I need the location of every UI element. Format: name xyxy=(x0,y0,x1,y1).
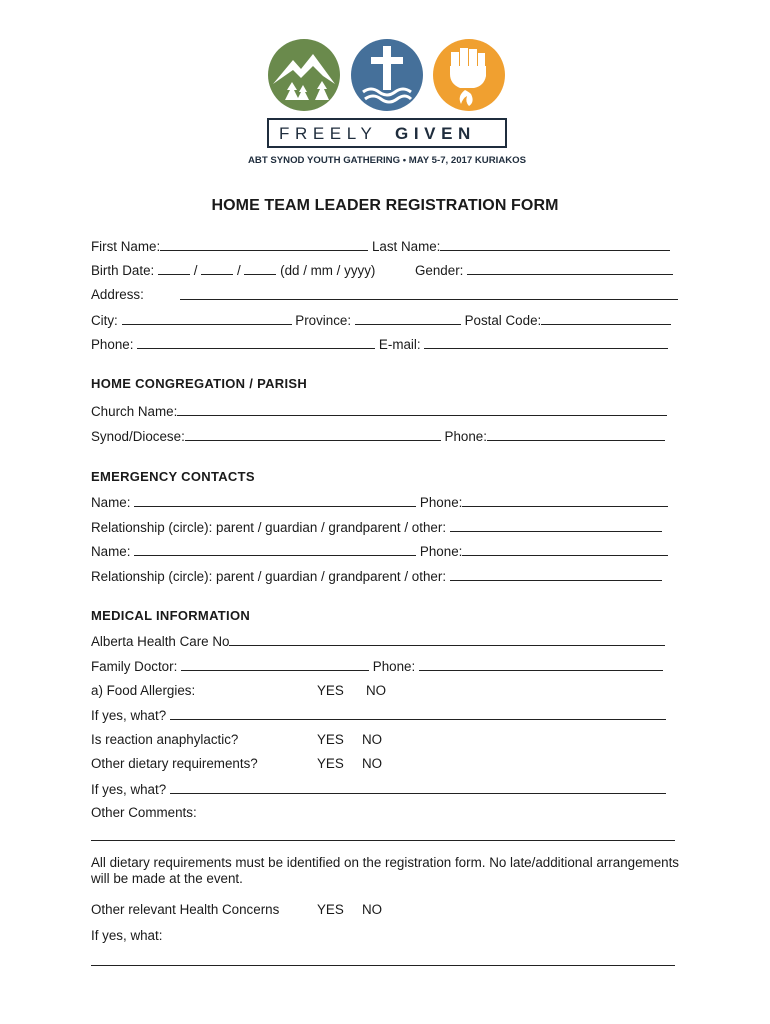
relationship-label: Relationship (circle): parent / guardian / grandparent / other: xyxy=(91,569,447,584)
emergency-phone-label: Phone: xyxy=(419,495,463,510)
family-doctor-row xyxy=(91,658,663,675)
gender-field[interactable] xyxy=(467,262,673,275)
birth-day-field[interactable] xyxy=(158,262,190,275)
health-care-label: Alberta Health Care No xyxy=(91,634,230,649)
phone-field[interactable] xyxy=(137,336,375,349)
health-concerns-no[interactable]: NO xyxy=(362,902,383,917)
dietary-label: Other dietary requirements? xyxy=(91,756,258,771)
province-label: Province: xyxy=(295,313,352,328)
relationship-2-field[interactable] xyxy=(450,568,662,581)
address-row xyxy=(91,287,144,303)
health-concerns-label: Other relevant Health Concerns xyxy=(91,902,280,917)
anaphylactic-no[interactable]: NO xyxy=(362,732,383,747)
food-allergies-yes[interactable]: YES xyxy=(317,683,344,698)
last-name-field[interactable] xyxy=(440,238,670,251)
family-doctor-label: Family Doctor: xyxy=(91,659,178,674)
church-name-label: Church Name: xyxy=(91,404,178,419)
phone-label: Phone: xyxy=(91,337,134,352)
emergency-contact-2-row xyxy=(91,543,668,560)
province-field[interactable] xyxy=(355,312,461,325)
freely-given-logo xyxy=(247,38,527,170)
if-yes-what-label: If yes, what? xyxy=(91,782,167,797)
allergies-what-field[interactable] xyxy=(170,707,666,720)
health-concerns-yes[interactable]: YES xyxy=(317,902,344,917)
emergency-phone-2-field[interactable] xyxy=(462,543,668,556)
logo-graphic xyxy=(247,38,527,170)
synod-row xyxy=(91,428,665,445)
city-row xyxy=(91,312,671,329)
email-field[interactable] xyxy=(424,336,668,349)
congregation-heading: HOME CONGREGATION / PARISH xyxy=(91,376,308,391)
doctor-phone-label: Phone: xyxy=(372,659,416,674)
dietary-notice: All dietary requirements must be identified on the registration form. No late/additional arrangements will be made at the event. xyxy=(91,855,680,886)
dietary-what-field[interactable] xyxy=(170,781,666,794)
doctor-phone-field[interactable] xyxy=(419,658,663,671)
birth-date-label: Birth Date: xyxy=(91,263,155,278)
relationship-label: Relationship (circle): parent / guardian / grandparent / other: xyxy=(91,520,447,535)
health-care-field[interactable] xyxy=(229,633,665,646)
emergency-name-2-field[interactable] xyxy=(134,543,416,556)
church-name-field[interactable] xyxy=(177,403,667,416)
other-comments-field[interactable] xyxy=(91,828,675,841)
food-allergies-label: a) Food Allergies: xyxy=(91,683,196,698)
birth-date-hint: (dd / mm / yyyy) xyxy=(280,263,376,278)
form-title: HOME TEAM LEADER REGISTRATION FORM xyxy=(211,197,559,214)
wordmark-bold: GIVEN xyxy=(395,124,476,143)
date-separator: / xyxy=(236,263,241,278)
food-allergies-no[interactable]: NO xyxy=(366,683,387,698)
dietary-no[interactable]: NO xyxy=(362,756,383,771)
church-phone-label: Phone: xyxy=(444,429,487,444)
synod-label: Synod/Diocese: xyxy=(91,429,185,444)
emergency-name-label: Name: xyxy=(91,495,131,510)
emergency-heading: EMERGENCY CONTACTS xyxy=(91,469,255,484)
gender-label: Gender: xyxy=(415,263,464,278)
first-name-label: First Name: xyxy=(91,239,161,254)
city-label: City: xyxy=(91,313,118,328)
date-separator: / xyxy=(193,263,198,278)
if-yes-what-label: If yes, what? xyxy=(91,708,167,723)
church-row xyxy=(91,403,667,420)
email-label: E-mail: xyxy=(378,337,421,352)
address-field[interactable] xyxy=(180,287,678,300)
wordmark-light: FREELY xyxy=(279,124,378,143)
emergency-name-1-field[interactable] xyxy=(134,494,416,507)
relationship-1-row xyxy=(91,519,662,536)
church-phone-field[interactable] xyxy=(487,428,665,441)
health-concerns-field[interactable] xyxy=(91,953,675,966)
address-field-wrap xyxy=(180,287,678,304)
phone-email-row xyxy=(91,336,668,353)
health-concerns-what-label: If yes, what: xyxy=(91,928,163,943)
name-row xyxy=(91,238,670,255)
allergies-what-row xyxy=(91,707,666,724)
city-field[interactable] xyxy=(122,312,292,325)
health-care-row xyxy=(91,633,665,650)
anaphylactic-label: Is reaction anaphylactic? xyxy=(91,732,239,747)
dietary-yes[interactable]: YES xyxy=(317,756,344,771)
address-label: Address: xyxy=(91,287,144,302)
emergency-phone-1-field[interactable] xyxy=(462,494,668,507)
anaphylactic-yes[interactable]: YES xyxy=(317,732,344,747)
medical-heading: MEDICAL INFORMATION xyxy=(91,608,251,623)
emergency-name-label: Name: xyxy=(91,544,131,559)
birth-year-field[interactable] xyxy=(244,262,276,275)
birth-month-field[interactable] xyxy=(201,262,233,275)
emergency-contact-1-row xyxy=(91,494,668,511)
last-name-label: Last Name: xyxy=(371,239,441,254)
dietary-what-row xyxy=(91,781,666,798)
emergency-phone-label: Phone: xyxy=(419,544,463,559)
logo-tagline: ABT SYNOD YOUTH GATHERING • MAY 5-7, 2017 KURIAKOS xyxy=(247,155,527,166)
gender-group xyxy=(415,262,673,279)
health-concerns-field-wrap xyxy=(91,953,675,970)
other-comments-label: Other Comments: xyxy=(91,805,197,820)
postal-code-field[interactable] xyxy=(541,312,671,325)
birth-gender-row xyxy=(91,262,375,279)
first-name-field[interactable] xyxy=(160,238,368,251)
synod-field[interactable] xyxy=(185,428,441,441)
relationship-2-row xyxy=(91,568,662,585)
postal-code-label: Postal Code: xyxy=(464,313,542,328)
other-comments-field-wrap xyxy=(91,828,675,845)
relationship-1-field[interactable] xyxy=(450,519,662,532)
family-doctor-field[interactable] xyxy=(181,658,369,671)
